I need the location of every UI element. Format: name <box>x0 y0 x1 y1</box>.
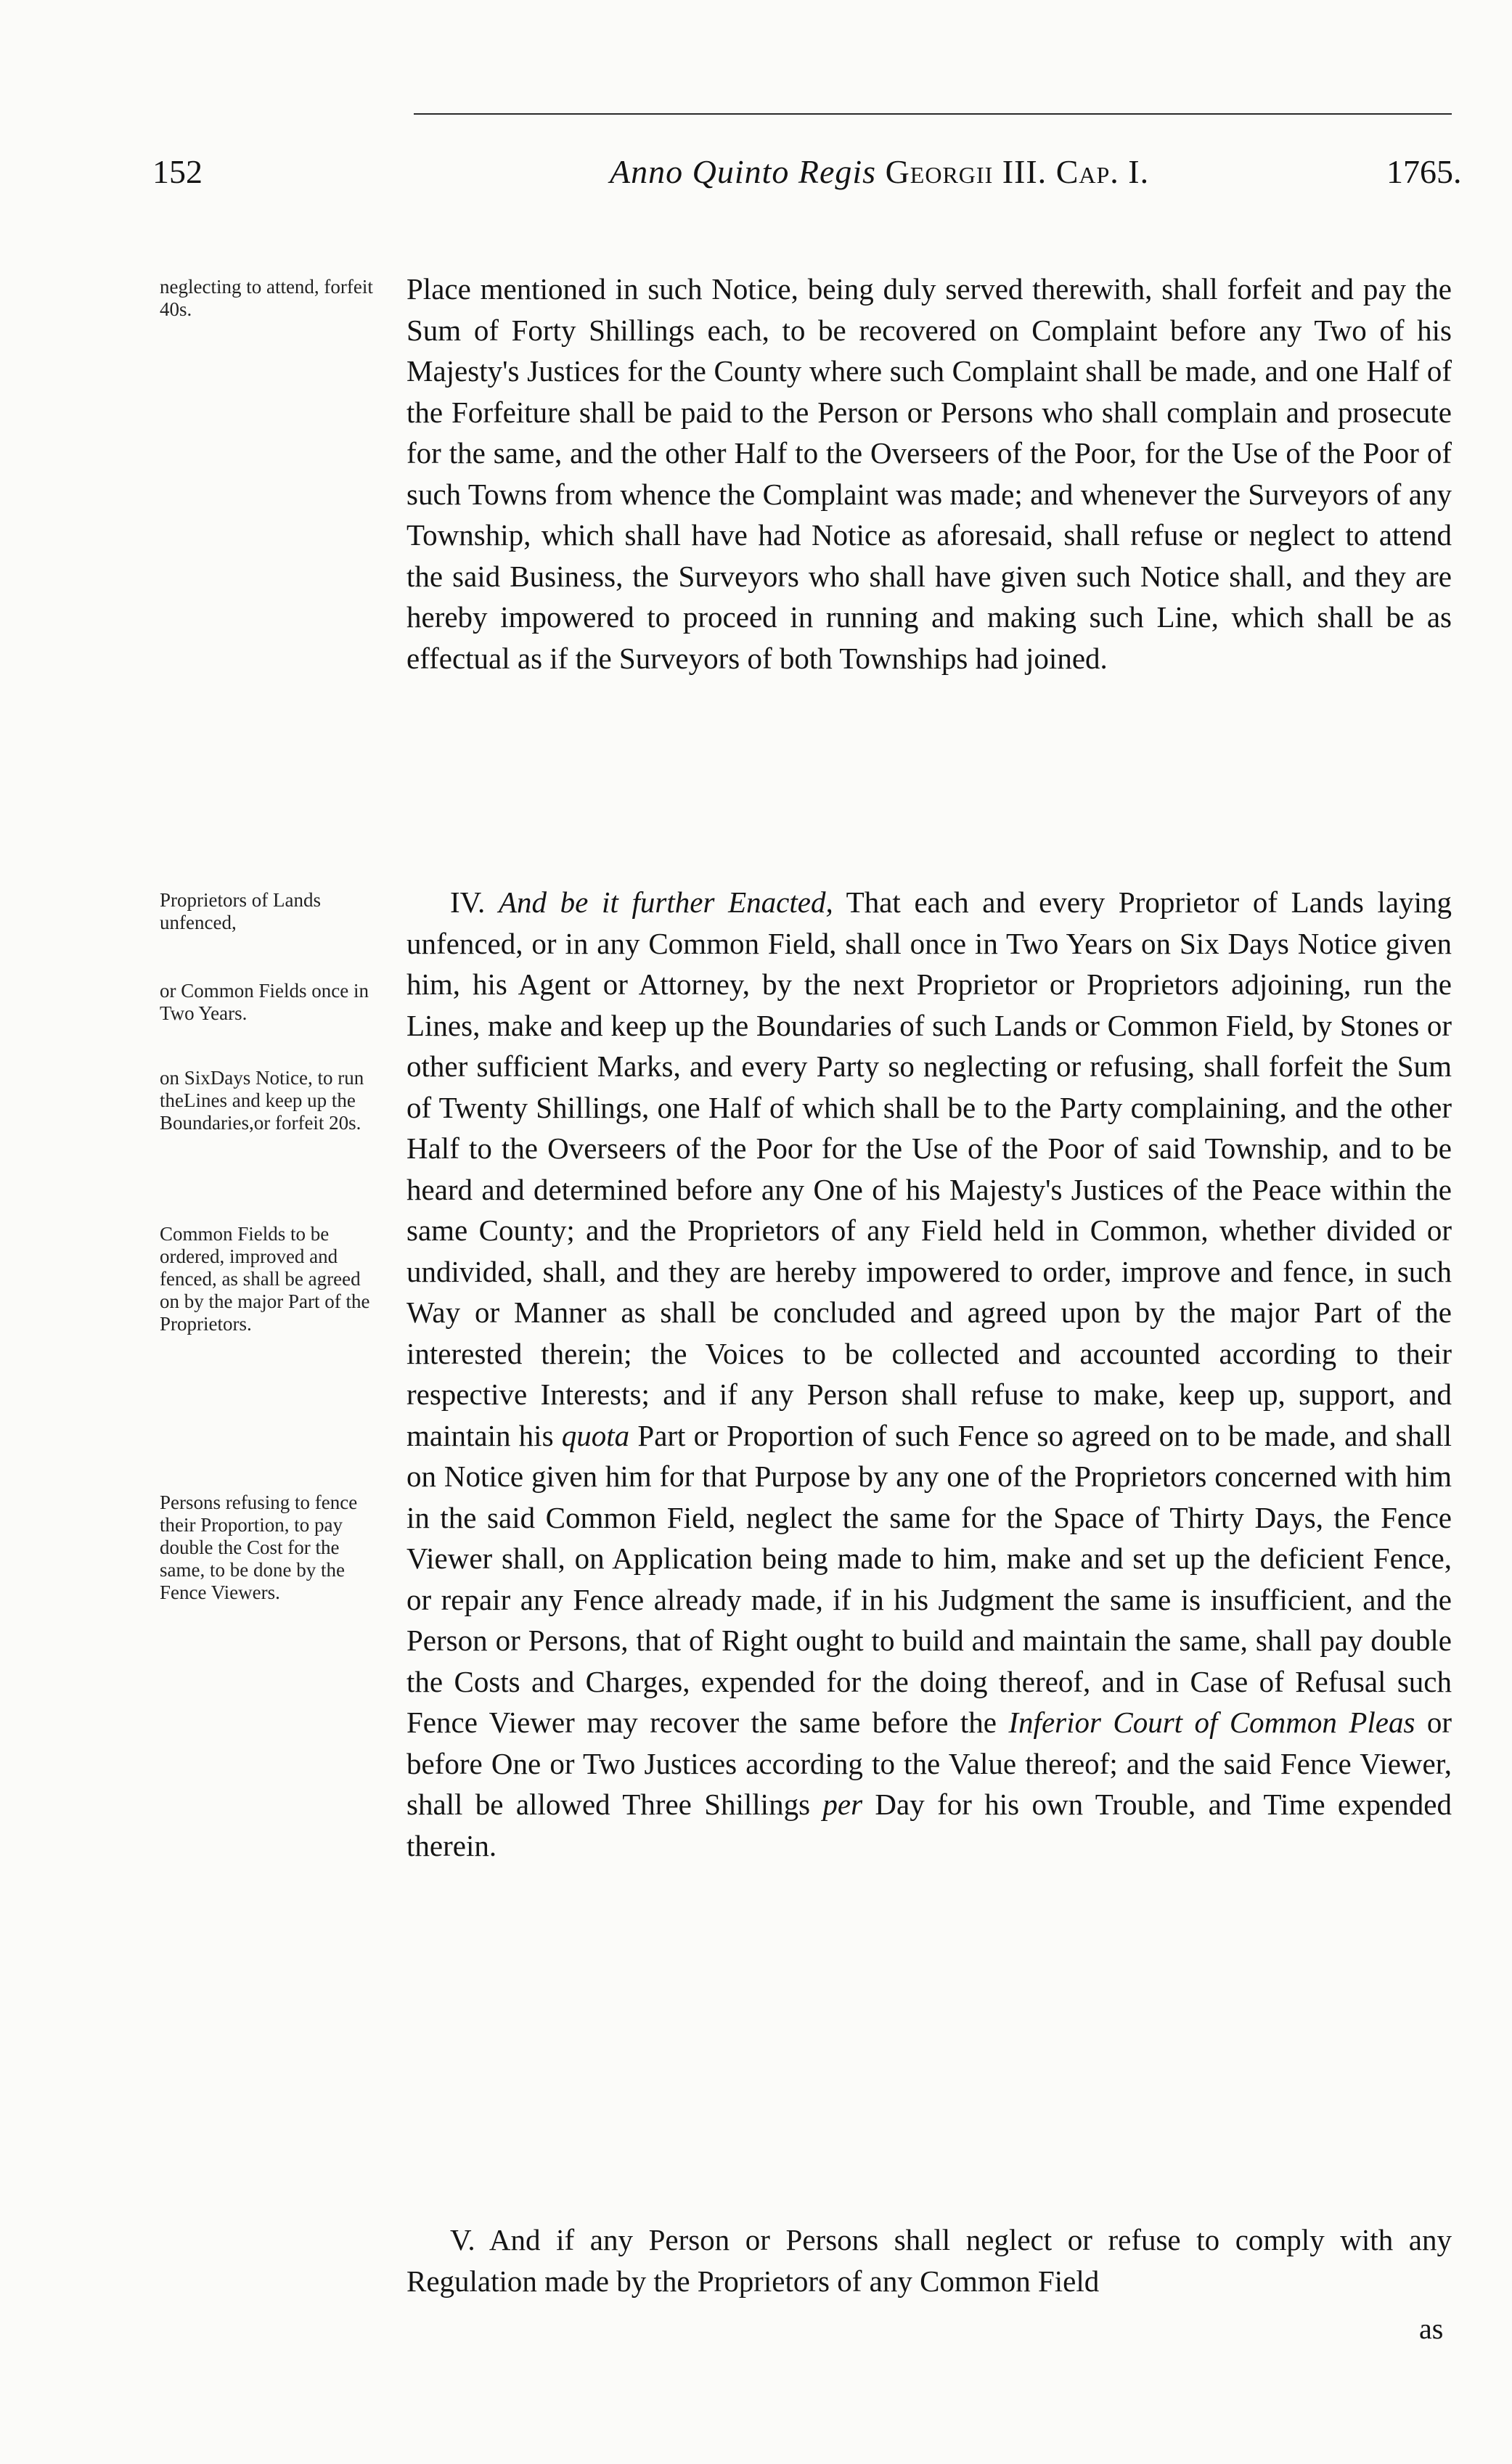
section-text: That each and every Proprietor of Lands laying unfenced, or in any Common Field, shall once in Two Years on Six Days Notice given him, his Agent or Attorney, by the next Proprietor or Proprietors adjoining, run the Lines, make and keep up the Boundaries of such Lands or Common Field, by Stones or other sufficient Marks, and every Party so neglecting or refusing, shall forfeit the Sum of Twenty Shillings, one Half of which shall be to the Party complaining, and the other Half to the Overseers of the Poor for the Use of the Poor of said Township, and to be heard and determined before any One of his Majesty's Justices of the Peace within the same County; and the Proprietors of any Field held in Common, whether divided or undivided, shall, and they are hereby impowered to order, improve and fence, in such Way or Manner as shall be concluded and agreed upon by the major Part of the interested therein; the Voices to be collected and accounted according to their respective Interests; and if any Person shall refuse to make, keep up, support, and maintain his <box>406 885 1452 1452</box>
margin-note: Proprietors of Lands unfenced, <box>160 889 321 933</box>
page-header <box>0 152 1512 203</box>
margin-note: Common Fields to be ordered, improved and fenced, as shall be agreed on by the major Part of the Proprietors. <box>160 1223 370 1335</box>
running-title-king: Georgii III. <box>885 153 1047 190</box>
court-name: Inferior Court of Common Pleas <box>1008 1706 1415 1739</box>
running-title <box>610 152 1149 191</box>
running-title-italic: Anno Quinto Regis <box>610 153 877 190</box>
section-number: IV. <box>450 885 486 919</box>
section-v <box>406 2219 1452 2301</box>
header-rule <box>414 113 1452 115</box>
catchword: as <box>1419 2312 1444 2345</box>
italic-term: quota <box>561 1418 630 1452</box>
section-text: or before One or Two Justices according to the Value thereof; and the said Fence Viewer, shall be allowed Three Shillings <box>406 1706 1452 1821</box>
margin-note: or Common Fields once in Two Years. <box>160 980 369 1024</box>
page-year: 1765. <box>1386 153 1462 190</box>
running-title-chapter: Cap. I. <box>1055 153 1150 190</box>
section-v-text: V. And if any Person or Persons shall neglect or refuse to comply with any Regulation made by the Proprietors of any Common Field <box>406 2223 1452 2298</box>
section-text: Day for his own Trouble, and Time expended therein. <box>406 1788 1452 1862</box>
section-text: Part or Proportion of such Fence so agreed on to be made, and shall on Notice given him for that Purpose by any one of the Proprietors concerned with him in the said Common Field, neglect the same for the Space of Thirty Days, the Fence Viewer shall, on Application being made to him, make and set up the deficient Fence, or repair any Fence already made, if in his Judgment the same is insufficient, and the Person or Persons, that of Right ought to build and maintain the same, shall pay double the Costs and Charges, expended for the doing thereof, and in Case of Refusal such Fence Viewer may recover the same before the <box>406 1418 1452 1739</box>
section-iv <box>406 882 1452 1866</box>
margin-note: neglecting to attend, forfeit 40s. <box>160 276 373 320</box>
paragraph-text: Place mentioned in such Notice, being duly served therewith, shall forfeit and pay the Sum of Forty Shillings each, to be recovered on Complaint before any Two of his Majesty's Justices for the County where such Complaint shall be made, and one Half of the Forfeiture shall be paid to the Person or Persons who shall complain and prosecute for the same, and the other Half to the Overseers of the Poor, for the Use of the Poor of such Towns from whence the Complaint was made; and whenever the Surveyors of any Township, which shall have had Notice as aforesaid, shall refuse or neglect to attend the said Business, the Surveyors who shall have given such Notice shall, and they are hereby impowered to proceed in running and making such Line, which shall be as effectual as if the Surveyors of both Townships had joined. <box>406 272 1452 675</box>
margin-note: on SixDays Notice, to run theLines and keep up the Boundaries,or forfeit 20s. <box>160 1067 364 1134</box>
section-iv-text <box>406 882 1452 1866</box>
margin-note: Persons refusing to fence their Proportion, to pay double the Cost for the same, to be done by the Fence Viewers. <box>160 1491 358 1603</box>
enacting-clause: And be it further Enacted, <box>498 885 833 919</box>
paragraph-continued <box>406 269 1452 679</box>
page-number: 152 <box>152 153 203 190</box>
italic-term: per <box>822 1788 863 1821</box>
